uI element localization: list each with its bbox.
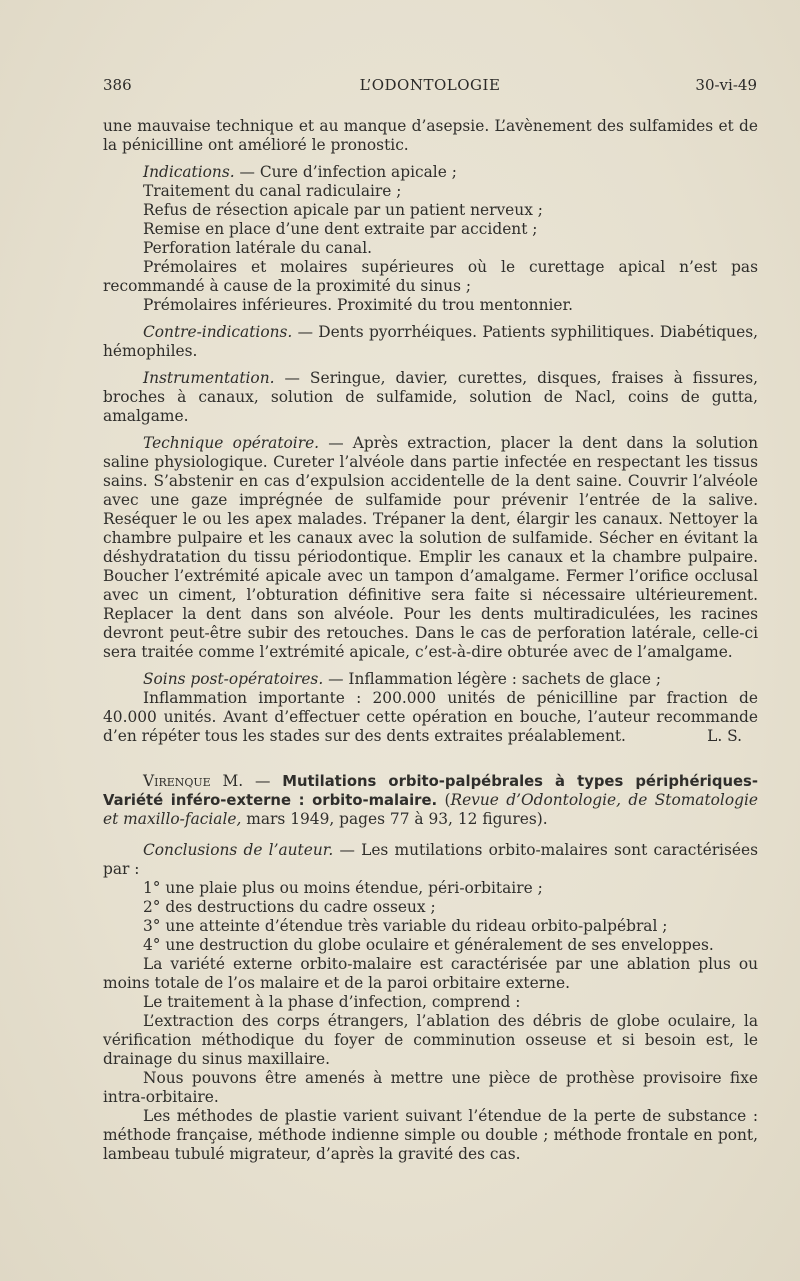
paragraph-intro: une mauvaise technique et au manque d’asepsie. L’avènement des sulfamides et de la pénicilline ont amélioré le pronostic. — [103, 117, 758, 154]
issue-date: 30-vi-49 — [695, 76, 757, 94]
author-dash: — — [243, 772, 283, 790]
soins-2-text: Inflammation importante : 200.000 unités de pénicilline par fraction de 40.000 unités. Avant d’effectuer cette opération en bouche, l’auteur recommande d’en répéter tous les stades sur des dents extraites préalablement. — [103, 689, 758, 745]
running-header — [103, 76, 757, 98]
contra-label: Contre-indications. — [143, 323, 293, 341]
conclusions-text: — Les mutilations orbito-malaires sont caractérisées par : — [103, 841, 758, 878]
indication-item: Refus de résection apicale par un patient nerveux ; — [143, 201, 543, 219]
paragraph-traitement: Le traitement à la phase d’infection, comprend : — [143, 993, 521, 1011]
list-item — [103, 898, 758, 917]
item-number: 4° — [143, 936, 161, 954]
journal-title: L’ODONTOLOGIE — [359, 76, 501, 94]
contra-text: — Dents pyorrhéiques. Patients syphilitiques. Diabétiques, hémophiles. — [103, 323, 758, 360]
article-title: Mutilations orbito-palpébrales à types périphériques-Variété inféro-externe : orbito-malaire. — [103, 773, 758, 809]
ref-open: ( — [437, 791, 451, 809]
paragraph-soins-2 — [103, 689, 758, 746]
paragraph-variete: La variété externe orbito-malaire est caractérisée par une ablation plus ou moins totale de l’os malaire et de la paroi orbitaire externe. — [103, 955, 758, 992]
soins-text: — Inflammation légère : sachets de glace ; — [323, 670, 662, 688]
item-text: des destructions du cadre osseux ; — [160, 898, 436, 916]
indication-item: Traitement du canal radiculaire ; — [143, 182, 402, 200]
paragraph-indications — [103, 163, 758, 182]
indications-label: Indications. — [143, 163, 235, 181]
paragraph-plastie: Les méthodes de plastie varient suivant l’étendue de la perte de substance : méthode française, méthode indienne simple ou double ; méthode frontale en pont, lambeau tubulé migrateur, d’après la gravité des cas. — [103, 1107, 758, 1163]
paragraph-prothese: Nous pouvons être amenés à mettre une pièce de prothèse provisoire fixe intra-orbitaire. — [103, 1069, 758, 1106]
technique-label: Technique opératoire. — [143, 434, 320, 452]
ref-rest: mars 1949, pages 77 à 93, 12 figures). — [241, 810, 548, 828]
technique-text: — Après extraction, placer la dent dans la solution saline physiologique. Cureter l’alvéole dans partie infectée en respectant les tissus sains. S’abstenir en cas d’expulsion accidentelle de la dent saine. Couvrir l’alvéole avec une gaze imprégnée de sulfamide pour prévenir l’entrée de la salive. Reséquer le ou les apex malades. Trépaner la dent, élargir les canaux. Nettoyer la chambre pulpaire et les canaux avec la solution de sulfamide. Sécher en évitant la déshydratation du tissu périodontique. Emplir les canaux et la chambre pulpaire. Boucher l’extrémité apicale avec un tampon d’amalgame. Fermer l’orifice occlusal avec un ciment, l’obturation définitive sera faite si nécessaire ultérieurement. Replacer la dent dans son alvéole. Pour les dents multiradiculées, les racines devront peut-être subir des retouches. Dans le cas de perforation latérale, celle-ci sera traitée comme l’extrémité apicale, c’est-à-dire obturée avec de l’amalgame. — [103, 434, 758, 661]
paragraph-extraction: L’extraction des corps étrangers, l’ablation des débris de globe oculaire, la vérification méthodique du foyer de comminution osseuse et si besoin est, le drainage du sinus maxillaire. — [103, 1012, 758, 1068]
instrumentation-label: Instrumentation. — [143, 369, 275, 387]
item-text: une atteinte d’étendue très variable du rideau orbito-palpébral ; — [160, 917, 668, 935]
list-item — [103, 936, 758, 955]
paragraph-reference — [103, 772, 758, 829]
signature: L. S. — [707, 727, 742, 745]
list-item — [103, 917, 758, 936]
paragraph-contra-indications — [103, 323, 758, 361]
indication-item: Perforation latérale du canal. — [143, 239, 373, 257]
indication-item: Remise en place d’une dent extraite par accident ; — [143, 220, 538, 238]
author-name: Virenque M. — [143, 772, 244, 790]
item-number: 1° — [143, 879, 161, 897]
soins-label: Soins post-opératoires. — [143, 670, 324, 688]
conclusions-label: Conclusions de l’auteur. — [143, 841, 334, 859]
indication-item: Prémolaires inférieures. Proximité du trou mentonnier. — [143, 296, 574, 314]
page-number: 386 — [103, 76, 132, 94]
paragraph-soins — [103, 670, 758, 689]
ref-journal: Revue d’Odontologie, de Stomatologie et maxillo-faciale, — [103, 791, 758, 828]
item-number: 2° — [143, 898, 161, 916]
instrumentation-text: — Seringue, davier, curettes, disques, fraises à fissures, broches à canaux, solution de sulfamide, solution de Nacl, coins de gutta, amalgame. — [103, 369, 758, 425]
item-number: 3° — [143, 917, 161, 935]
item-text: une plaie plus ou moins étendue, péri-orbitaire ; — [160, 879, 543, 897]
article-body — [103, 117, 758, 1164]
indication-item: Prémolaires et molaires supérieures où le curettage apical n’est pas recommandé à cause de la proximité du sinus ; — [103, 258, 758, 295]
item-text: une destruction du globe oculaire et généralement de ses enveloppes. — [160, 936, 714, 954]
paragraph-conclusions — [103, 841, 758, 879]
paragraph-instrumentation — [103, 369, 758, 426]
indications-text: — Cure d’infection apicale ; — [234, 163, 457, 181]
list-item — [103, 879, 758, 898]
paragraph-technique — [103, 434, 758, 662]
